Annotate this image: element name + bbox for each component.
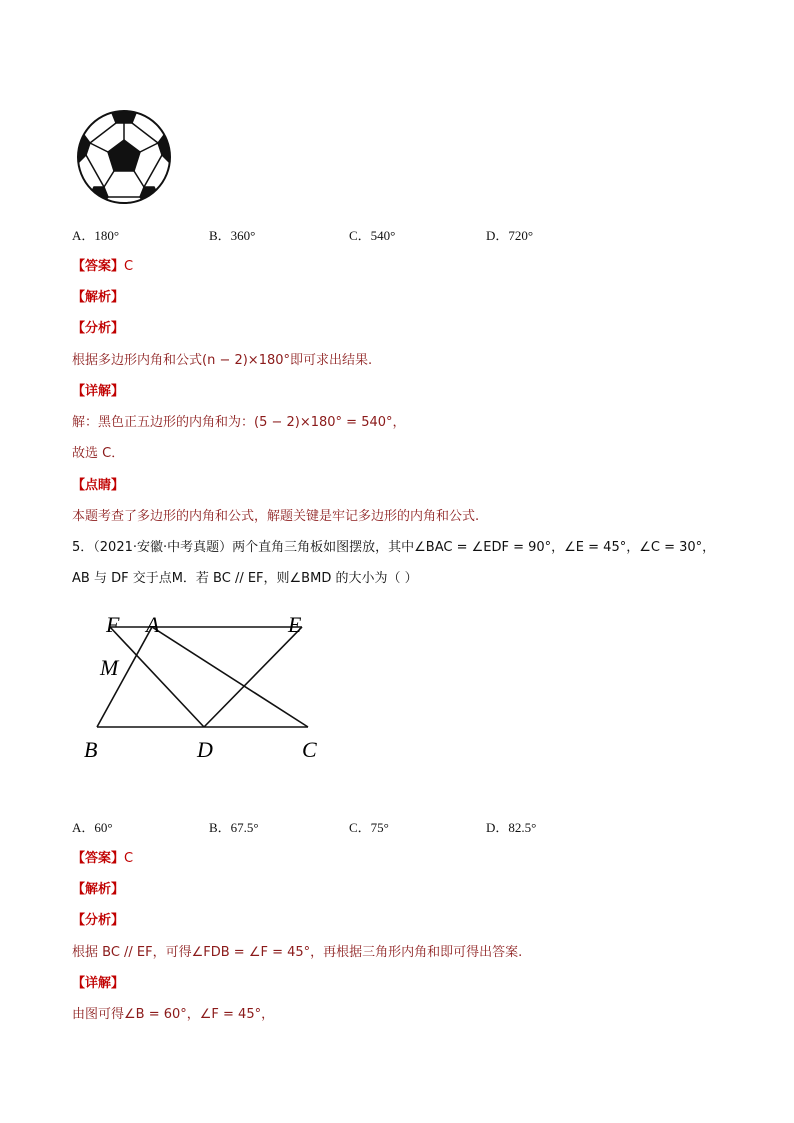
q5-detail-text: 由图可得∠B = 60°，∠F = 45°， xyxy=(72,1007,275,1022)
q5-option-a: A．60° xyxy=(72,820,113,835)
q4-solution-line-2: 故选 C． xyxy=(72,446,125,461)
answer-value: C xyxy=(124,259,134,274)
q4-answer-line xyxy=(72,258,133,276)
answer-tag: 【答案】 xyxy=(72,259,125,274)
q5-option-b: B．67.5° xyxy=(209,820,259,835)
q5-fenxi-text: 根据 BC // EF，可得∠FDB = ∠F = 45°，再根据三角形内角和即可得出答案. xyxy=(72,945,523,960)
label-c: C xyxy=(302,737,317,762)
q4-dianjing-text: 本题考查了多边形的内角和公式，解题关键是牢记多边形的内角和公式. xyxy=(72,509,480,524)
label-e: E xyxy=(288,612,302,637)
dianjing-tag: 【点睛】 xyxy=(72,478,125,493)
label-f: F xyxy=(106,612,120,637)
xiangjie-tag: 【详解】 xyxy=(72,976,125,991)
label-d: D xyxy=(197,737,213,762)
q4-option-b: B．360° xyxy=(209,228,256,243)
soccer-ball-figure xyxy=(74,107,174,207)
label-b: B xyxy=(84,737,98,762)
q4-solution-line-1: 解：黑色正五边形的内角和为：(5 − 2)×180° = 540°， xyxy=(72,415,406,430)
answer-tag: 【答案】 xyxy=(72,851,125,866)
xiangjie-tag: 【详解】 xyxy=(72,384,125,399)
q4-option-c: C．540° xyxy=(349,228,396,243)
fenxi-tag: 【分析】 xyxy=(72,913,125,928)
fenxi-tag: 【分析】 xyxy=(72,321,125,336)
label-a: A xyxy=(146,612,160,637)
q4-fenxi-text: 根据多边形内角和公式(n − 2)×180°即可求出结果. xyxy=(72,353,373,368)
q5-option-c: C．75° xyxy=(349,820,389,835)
triangle-figure xyxy=(80,605,340,775)
q5-answer-line xyxy=(72,850,133,868)
q4-option-a: A．180° xyxy=(72,228,120,243)
answer-value: C xyxy=(124,851,134,866)
q5-stem-line-2: AB 与 DF 交于点M．若 BC // EF，则∠BMD 的大小为（ ） xyxy=(72,571,418,586)
analysis-tag: 【解析】 xyxy=(72,290,125,305)
analysis-tag: 【解析】 xyxy=(72,882,125,897)
q5-stem-line-1: 5．（2021·安徽·中考真题）两个直角三角板如图摆放，其中∠BAC = ∠EDF = 90°，∠E = 45°，∠C = 30°， xyxy=(72,540,716,555)
label-m: M xyxy=(100,655,119,680)
q5-option-d: D．82.5° xyxy=(486,820,537,835)
q4-option-d: D．720° xyxy=(486,228,534,243)
